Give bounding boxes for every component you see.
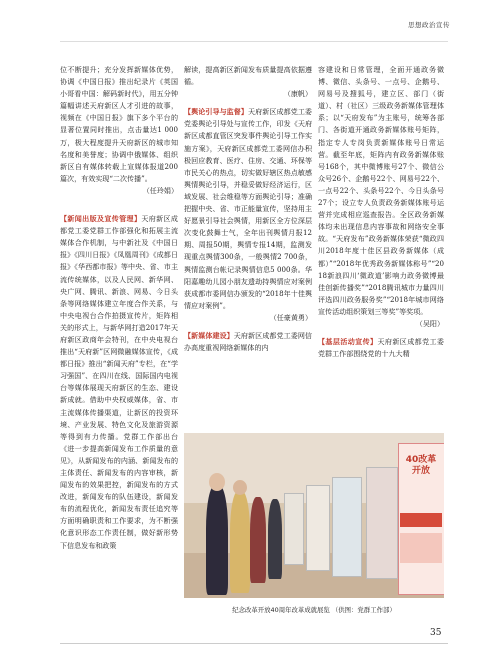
section-header-label: 思想政治宣传 xyxy=(408,21,450,29)
header-rule xyxy=(60,41,448,42)
visitor-head xyxy=(233,480,247,495)
footer-rule xyxy=(60,643,448,644)
author-signature: （任玲娟） xyxy=(142,185,178,195)
display-board xyxy=(306,485,330,571)
exhibition-banner-text: 40改革开放 xyxy=(405,455,437,476)
section-title: 【新闻出版及宣传管理】 xyxy=(60,214,142,224)
author-signature: （康帆） xyxy=(283,89,312,99)
column-1 xyxy=(60,64,178,552)
page-number: 35 xyxy=(430,628,442,638)
display-board xyxy=(284,493,304,565)
column-3 xyxy=(318,64,444,360)
section-title: 【新媒体建设】 xyxy=(184,330,234,340)
visitor-figure xyxy=(230,491,250,593)
author-signature: （任豪黄勇） xyxy=(269,312,312,322)
paragraph xyxy=(318,336,444,360)
paragraph: 容建设和日常管理，全面开通政务微博、微信、头条号、一点号、企鹅号、网易号及搜狐号，建立区、部门（街道）、村（社区）三级政务新媒体管理体系；以“天府发布”为主账号，统筹各部门、各街道开通政务新媒体账号矩阵，指定专人专岗负责新媒体账号日常运营。截至年底，矩阵内有政务新媒体账号168个，其中微博账号27个、微信公众号26个、企鹅号22个、网易号22个、一点号22个、头条号22个、今日头条号27个；设立专人负责政务新媒体账号运营并完成相应巡查报告。全区政务新媒体均未出现信息内容事故和网络安全事故。“天府发布”政务新媒体荣获“微政四川2018年度十佳区县政务新媒体（成都）”“2018年优秀政务新媒体称号”“2018新浪四川‘微政道’影响力政务微博最佳创新传播奖”“2018腾讯城市力量四川评选四川政务服务奖”“2018年城市网络宣传活动组织策划三等奖”等奖项。 xyxy=(318,65,444,316)
paragraph-body: 天府新区成都党工委党群工作部围绕党的十九大精 xyxy=(318,337,444,359)
banner-stripe xyxy=(400,513,442,527)
banner-stripe xyxy=(400,533,442,563)
section-title: 【基层活动宣传】 xyxy=(318,337,378,347)
author-signature: （吴阳） xyxy=(415,318,444,328)
paragraph xyxy=(184,106,312,312)
display-board xyxy=(332,477,362,577)
paragraph: 解读，提高新区新闻发布质量提高依据遵循。 xyxy=(184,65,312,87)
paragraph-body: 天府新区成都党工委网信办高度重视网络新媒体的内 xyxy=(184,330,312,353)
visitor-figure xyxy=(250,497,266,583)
visitor-head xyxy=(209,473,225,491)
paragraph xyxy=(60,213,178,552)
visitor-figure xyxy=(206,485,228,595)
paragraph: 位不断提升；充分发挥新媒体优势，协调《中国日报》推出纪录片《英国小哥看中国：解码新时代》，用五分钟篇幅讲述天府新区人才引进的故事，视频在《中国日报》旗下多个平台的显著位置同时推出，点击量达1 000万，极大程度提升天府新区的城市知名度和美誉度；协调中俄媒体、组织新区自有媒体转载上宣媒体报道200篇次，有效实现“二次传播”。 xyxy=(60,65,178,183)
paragraph-body: 天府新区成都党工委党群工作部强化和拓展主流媒体合作机制，与中新社及《中国日报》《四川日报》《凤凰周刊》《成都日报》《华西都市报》等中央、省、市主流传统媒体，以及人民网、新华网、央广网、腾讯、新浪、网易、今日头条等网络媒体建立年度合作关系，与中央电视台合作拍摄宣传片，矩阵相关的形式上，与新华网打造2017年天府新区政商年会特刊，在中央电视台推出“天府新”区网微融媒体宣传，《成都日报》推出“新闻天府”专栏，在“学习强国”、在四川在线、国际国内电视台等媒体展现天府新区的生态、建设新成就。借助中央权威媒体，省、市主流媒体传播渠道，让新区的投资环境、产业发展、特色文化及旅游资源等得到有力传播。党群工作部出台《进一步提高新闻发布工作质量的意见》，从新闻发布的内涵、新闻发布的主体责任、新闻发布的内容审核，新闻发布的效果把控，新闻发布的方式改进，新闻发布的队伍建设，新闻发布的流程优化，新闻发布责任追究等方面明确职责和工作要求，为不断强化意识形态工作责任制，做好新形势下信息发布和政策 xyxy=(60,214,178,550)
visitor-figure xyxy=(268,499,282,579)
section-title: 【舆论引导与监督】 xyxy=(184,107,249,117)
paragraph-body: 天府新区成都党工委党委舆论引导处与宣传工作，印发《天府新区成都直管区突发事件舆论引导工作实施方案》，天府新区成都党工委网信办积极回应教育、医疗、住房、交通、环保等市民关心的热点，切实做好辖区热点敏感舆情舆论引导，并稳妥做好经济运行，区域发展、社会维稳等方面舆论引导；准确把握中央、省、市正能量宣传，坚持用主好愿景引导社会舆情，用新区全方位深层次变化鼓舞士气，全年出刊舆情月报12期、周报50期，舆情专报14期，监测发现重点舆情300条，一般舆情2 700条，舆情监测台帐记录舆情信息5 000条。华阳嘉趣幼儿园小朋友遗劫持舆情应对案例获成都市委网信办颁发的“2018年十佳舆情应对案例”。 xyxy=(184,107,312,310)
exhibition-photo xyxy=(184,433,444,598)
display-board xyxy=(366,467,398,579)
column-2 xyxy=(184,64,312,354)
paragraph xyxy=(184,330,312,354)
photo-caption: 纪念改革开放40周年改革成就展览 （供图：党群工作部） xyxy=(232,606,396,614)
